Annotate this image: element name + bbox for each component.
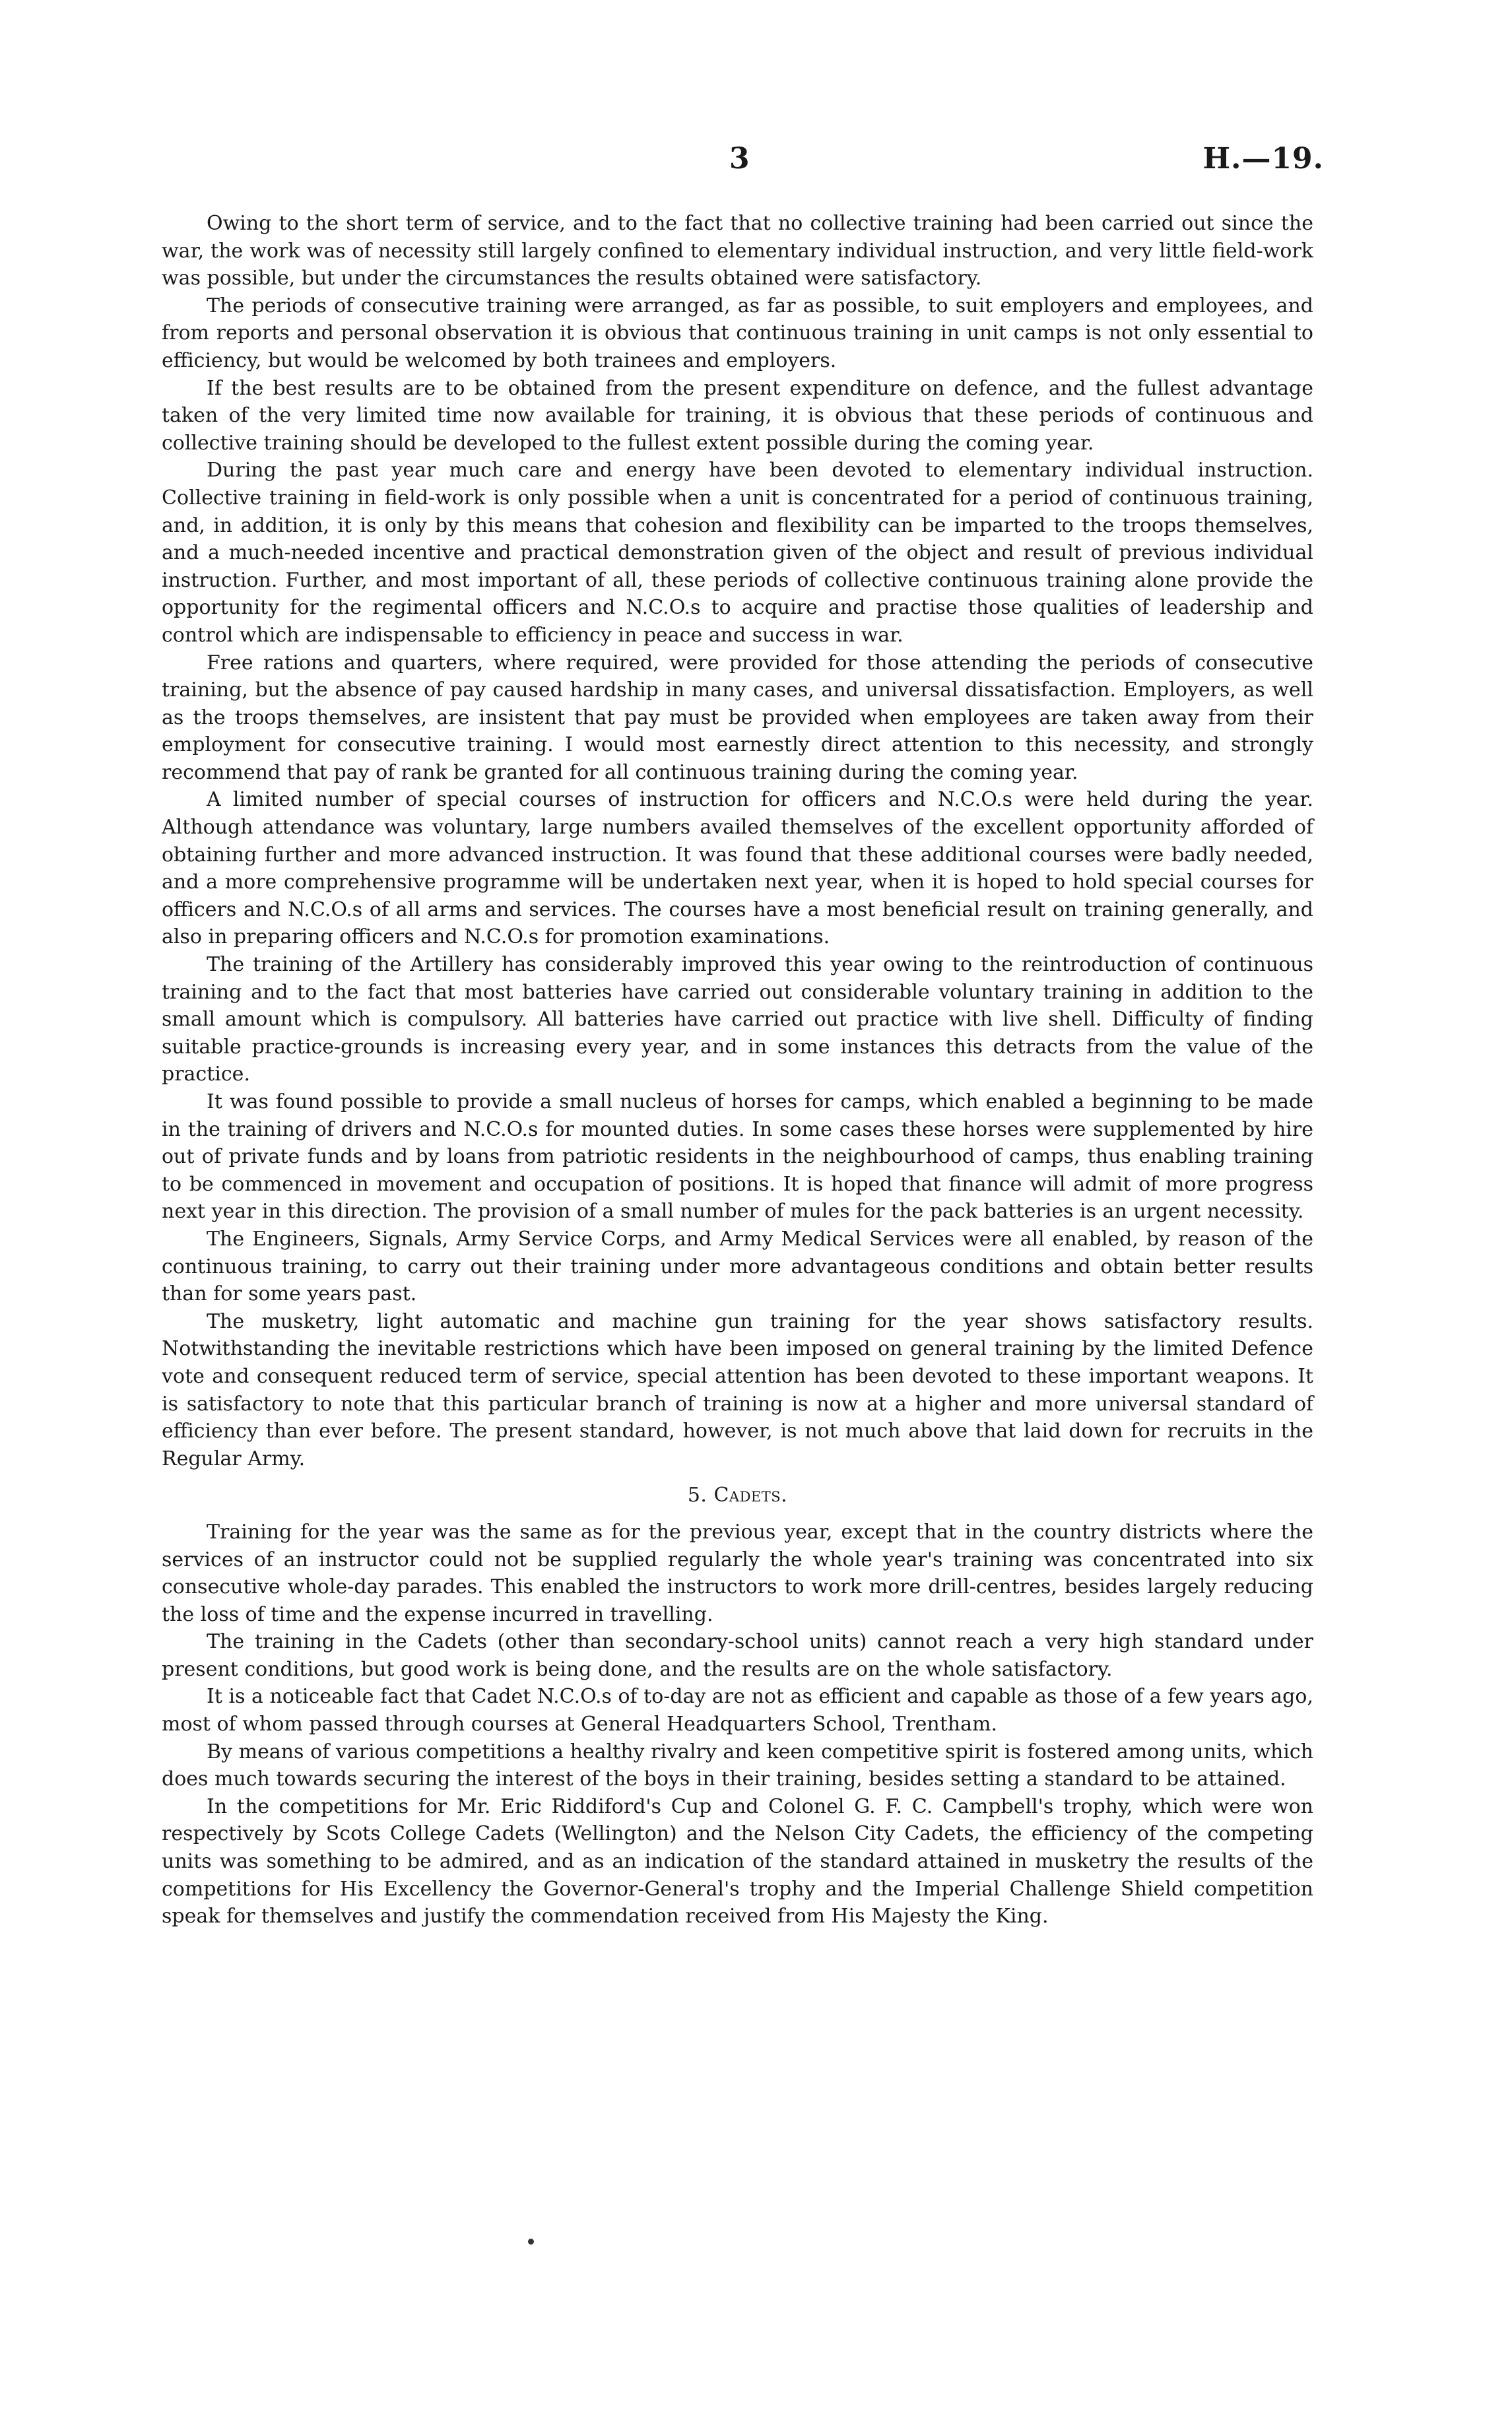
body-text (162, 210, 1313, 1930)
paragraph: The periods of consecutive training were arranged, as far as possible, to suit employers and employees, and from reports and personal observation it is obvious that continuous training in unit camps is not only essential to efficiency, but would be welcomed by both trainees and employers. (162, 294, 1313, 372)
paragraph: The musketry, light automatic and machine gun training for the year shows satisfactory results. Notwithstanding the inevitable restrictions which have been imposed on general training by the limited Defence vote and consequent reduced term of service, special attention has been devoted to these important weapons. It is satisfactory to note that this particular branch of training is now at a higher and more universal standard of efficiency than ever before. The present standard, however, is not much above that laid down for recruits in the Regular Army. (162, 1309, 1313, 1470)
ink-dot (528, 2239, 534, 2245)
paragraph: A limited number of special courses of instruction for officers and N.C.O.s were held during the year. Although attendance was voluntary, large numbers availed themselves of the excellent opportunity afforded of obtaining further and more advanced instruction. It was found that these additional courses were badly needed, and a more comprehensive programme will be undertaken next year, when it is hoped to hold special courses for officers and N.C.O.s of all arms and services. The courses have a most beneficial result on training generally, and also in preparing officers and N.C.O.s for promotion examinations. (162, 788, 1313, 949)
page-header (0, 142, 1512, 181)
section-heading: 5. Cadets. (687, 1484, 788, 1507)
paragraph: The training in the Cadets (other than secondary-school units) cannot reach a very high standard under present conditions, but good work is being done, and the results are on the whole satisfactory. (162, 1630, 1313, 1681)
paragraph: It was found possible to provide a small nucleus of horses for camps, which enabled a beginning to be made in the training of drivers and N.C.O.s for mounted duties. In some cases these horses were supplemented by hire out of private funds and by loans from patriotic residents in the neighbourhood of camps, thus enabling training to be commenced in movement and occupation of positions. It is hoped that finance will admit of more progress next year in this direction. The provision of a small number of mules for the pack batteries is an urgent necessity. (162, 1090, 1313, 1224)
page-number: 3 (729, 142, 750, 176)
paragraph: Free rations and quarters, where required, were provided for those attending the periods of consecutive training, but the absence of pay caused hardship in many cases, and universal dissatisfaction. Employers, as well as the troops themselves, are insistent that pay must be provided when employees are taken away from their employment for consecutive training. I would most earnestly direct attention to this necessity, and strongly recommend that pay of rank be granted for all continuous training during the coming year. (162, 651, 1313, 784)
paragraph: During the past year much care and energy have been devoted to elementary individual instruction. Collective training in field-work is only possible when a unit is concentrated for a period of continuous training, and, in addition, it is only by this means that cohesion and flexibility can be imparted to the troops themselves, and a much-needed incentive and practical demonstration given of the object and result of previous individual instruction. Further, and most important of all, these periods of collective continuous training alone provide the opportunity for the regimental officers and N.C.O.s to acquire and practise those qualities of leadership and control which are indispensable to efficiency in peace and success in war. (162, 459, 1313, 647)
paragraph: Training for the year was the same as for the previous year, except that in the country districts where the services of an instructor could not be supplied regularly the whole year's training was concentrated into six consecutive whole-day parades. This enabled the instructors to work more drill-centres, besides largely reducing the loss of time and the expense incurred in travelling. (162, 1520, 1313, 1626)
paragraph: If the best results are to be obtained from the present expenditure on defence, and the fullest advantage taken of the very limited time now available for training, it is obvious that these periods of continuous and collective training should be developed to the fullest extent possible during the coming year. (162, 376, 1313, 455)
paragraph: By means of various competitions a healthy rivalry and keen competitive spirit is fostered among units, which does much towards securing the interest of the boys in their training, besides setting a standard to be attained. (162, 1740, 1313, 1791)
paragraph: The training of the Artillery has considerably improved this year owing to the reintroduction of continuous training and to the fact that most batteries have carried out considerable voluntary training in addition to the small amount which is compulsory. All batteries have carried out practice with live shell. Difficulty of finding suitable practice-grounds is increasing every year, and in some instances this detracts from the value of the practice. (162, 953, 1313, 1086)
paragraph: The Engineers, Signals, Army Service Corps, and Army Medical Services were all enabled, by reason of the continuous training, to carry out their training under more advantageous conditions and obtain better results than for some years past. (162, 1227, 1313, 1306)
paragraph: It is a noticeable fact that Cadet N.C.O.s of to-day are not as efficient and capable as those of a few years ago, most of whom passed through courses at General Headquarters School, Trentham. (162, 1685, 1313, 1736)
paragraph: Owing to the short term of service, and to the fact that no collective training had been carried out since the war, the work was of necessity still largely confined to elementary individual instruction, and very little field-work was possible, but under the circumstances the results obtained were satisfactory. (162, 212, 1313, 290)
paragraph: In the competitions for Mr. Eric Riddiford's Cup and Colonel G. F. C. Campbell's trophy, which were won respectively by Scots College Cadets (Wellington) and the Nelson City Cadets, the efficiency of the competing units was something to be admired, and as an indication of the standard attained in musketry the results of the competitions for His Excellency the Governor-General's trophy and the Imperial Challenge Shield competition speak for themselves and justify the commendation received from His Majesty the King. (162, 1794, 1313, 1928)
document-code: H.—19. (1202, 142, 1324, 176)
